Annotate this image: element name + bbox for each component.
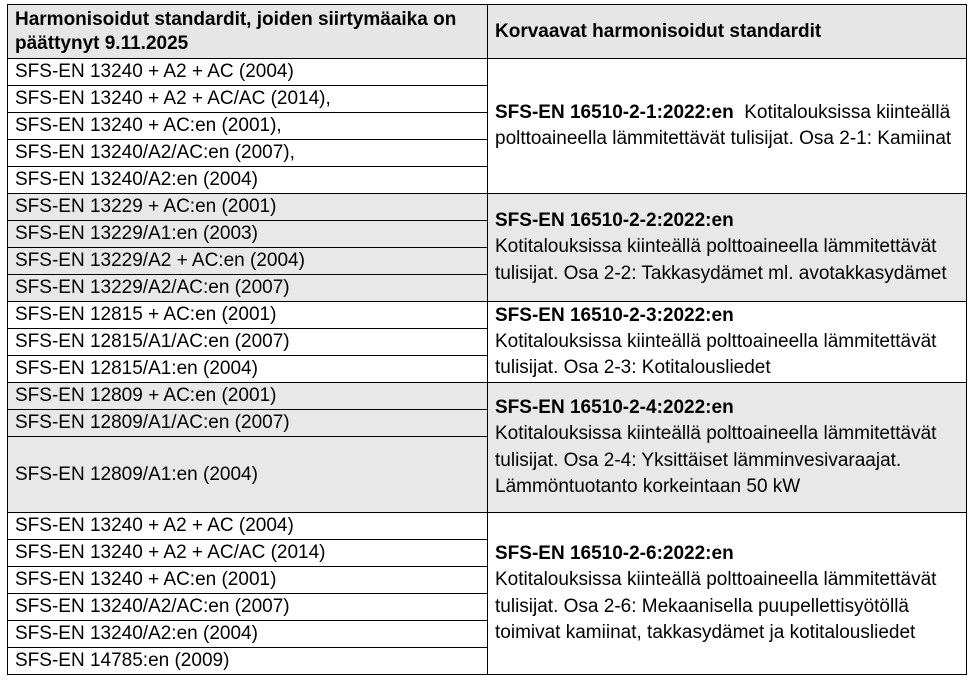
new-standard-description: Kotitalouksissa kiinteällä polttoaineella lämmitettävät tulisijat. Osa 2-2: Takkasydämet ml. avotakkasydämet — [495, 236, 947, 284]
new-standard-code: SFS-EN 16510-2-4:2022:en — [495, 396, 734, 418]
old-standard-cell: SFS-EN 12815/A1/AC:en (2007) — [8, 329, 488, 356]
old-standard-cell: SFS-EN 13240/A2:en (2004) — [8, 167, 488, 194]
header-old-standards: Harmonisoidut standardit, joiden siirtymäaika on päättynyt 9.11.2025 — [8, 5, 488, 59]
new-standard-code: SFS-EN 16510-2-3:2022:en — [495, 304, 734, 326]
old-standard-cell: SFS-EN 13240 + A2 + AC (2004) — [8, 513, 488, 540]
old-standard-cell: SFS-EN 13240 + AC:en (2001), — [8, 113, 488, 140]
table-row — [8, 194, 967, 221]
new-standard-description: Kotitalouksissa kiinteällä polttoaineella lämmitettävät tulisijat. Osa 2-1: Kamiinat — [495, 101, 952, 149]
new-standard-code: SFS-EN 16510-2-2:2022:en — [495, 210, 734, 232]
old-standard-cell: SFS-EN 12815/A1:en (2004) — [8, 356, 488, 383]
old-standard-cell: SFS-EN 13229/A1:en (2003) — [8, 221, 488, 248]
old-standard-cell: SFS-EN 14785:en (2009) — [8, 648, 488, 675]
new-standard-description: Kotitalouksissa kiinteällä polttoaineella lämmitettävät tulisijat. Osa 2-6: Mekaanisella puupellettisyötöllä toimivat kamiinat, takkasydämet ja kotitalousliedet — [495, 569, 937, 643]
old-standard-cell: SFS-EN 13240/A2/AC:en (2007) — [8, 594, 488, 621]
standards-table — [7, 4, 967, 675]
old-standard-cell: SFS-EN 12809/A1:en (2004) — [8, 437, 488, 513]
new-standard-cell — [488, 302, 967, 383]
header-replacing-standards: Korvaavat harmonisoidut standardit — [488, 5, 967, 59]
new-standard-cell — [488, 383, 967, 513]
old-standard-cell: SFS-EN 13229/A2/AC:en (2007) — [8, 275, 488, 302]
new-standard-code: SFS-EN 16510-2-1:2022:en — [495, 101, 734, 123]
old-standard-cell: SFS-EN 13240/A2:en (2004) — [8, 621, 488, 648]
new-standard-description: Kotitalouksissa kiinteällä polttoaineella lämmitettävät tulisijat. Osa 2-4: Yksittäiset lämminvesivaraajat. Lämmöntuotanto korkeintaan 50 kW — [495, 423, 937, 497]
old-standard-cell: SFS-EN 12809/A1/AC:en (2007) — [8, 410, 488, 437]
new-standard-cell — [488, 59, 967, 194]
table-row — [8, 383, 967, 410]
table-row — [8, 302, 967, 329]
old-standard-cell: SFS-EN 13240 + A2 + AC (2004) — [8, 59, 488, 86]
old-standard-cell: SFS-EN 13229 + AC:en (2001) — [8, 194, 488, 221]
new-standard-cell — [488, 513, 967, 675]
old-standard-cell: SFS-EN 13240 + A2 + AC/AC (2014) — [8, 540, 488, 567]
table-row — [8, 59, 967, 86]
old-standard-cell: SFS-EN 13229/A2 + AC:en (2004) — [8, 248, 488, 275]
old-standard-cell: SFS-EN 12815 + AC:en (2001) — [8, 302, 488, 329]
header-row — [8, 5, 967, 59]
table-row — [8, 513, 967, 540]
old-standard-cell: SFS-EN 13240/A2/AC:en (2007), — [8, 140, 488, 167]
old-standard-cell: SFS-EN 13240 + AC:en (2001) — [8, 567, 488, 594]
new-standard-code: SFS-EN 16510-2-6:2022:en — [495, 542, 734, 564]
old-standard-cell: SFS-EN 13240 + A2 + AC/AC (2014), — [8, 86, 488, 113]
old-standard-cell: SFS-EN 12809 + AC:en (2001) — [8, 383, 488, 410]
new-standard-cell — [488, 194, 967, 302]
new-standard-description: Kotitalouksissa kiinteällä polttoaineella lämmitettävät tulisijat. Osa 2-3: Kotitalousliedet — [495, 330, 937, 379]
